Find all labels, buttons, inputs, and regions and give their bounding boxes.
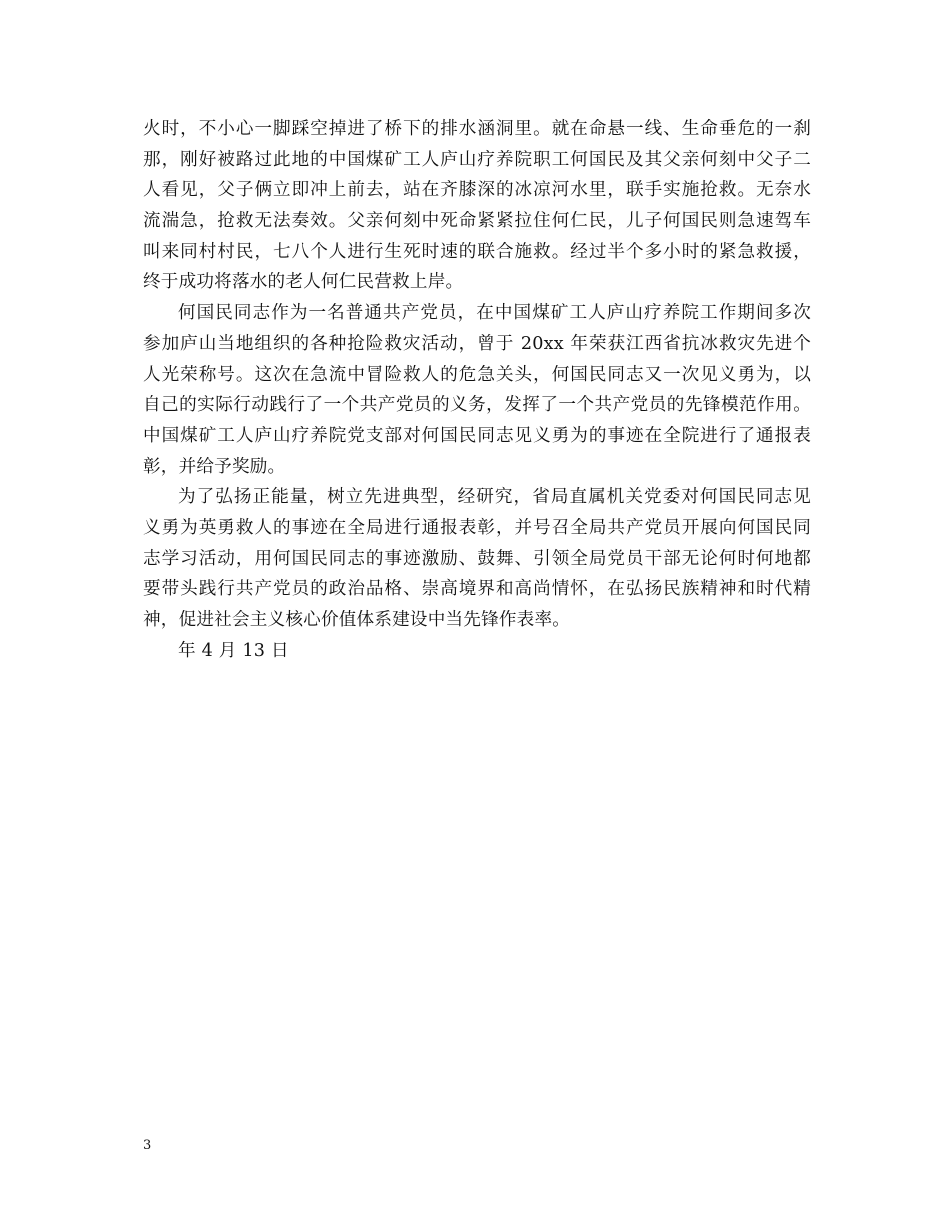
text-line: 为了弘扬正能量，树立先进典型，经研究，省局直属机关党委对何国民同志见 xyxy=(178,487,811,508)
text-line: 何国民同志作为一名普通共产党员，在中国煤矿工人庐山疗养院工作期间多次 xyxy=(178,303,811,324)
document-body xyxy=(143,114,811,666)
text-line: 彰，并给予奖励。 xyxy=(143,456,286,477)
text-line: 终于成功将落水的老人何仁民营救上岸。 xyxy=(143,272,464,293)
text-line: 参加庐山当地组织的各种抢险救灾活动，曾于 20xx 年荣获江西省抗冰救灾先进个 xyxy=(143,333,811,354)
text-line: 义勇为英勇救人的事迹在全局进行通报表彰，并号召全局共产党员开展向何国民同 xyxy=(143,517,811,538)
text-line: 自己的实际行动践行了一个共产党员的义务，发挥了一个共产党员的先锋模范作用。 xyxy=(143,395,811,416)
text-line: 流湍急，抢救无法奏效。父亲何刻中死命紧紧拉住何仁民，儿子何国民则急速驾车 xyxy=(143,211,811,232)
text-line: 中国煤矿工人庐山疗养院党支部对何国民同志见义勇为的事迹在全院进行了通报表 xyxy=(143,425,811,446)
text-line: 神，促进社会主义核心价值体系建设中当先锋作表率。 xyxy=(143,610,571,630)
text-line: 人光荣称号。这次在急流中冒险救人的危急关头，何国民同志又一次见义勇为，以 xyxy=(143,364,811,385)
date-line: 年 4 月 13 日 xyxy=(178,640,289,661)
text-line: 要带头践行共产党员的政治品格、崇高境界和高尚情怀，在弘扬民族精神和时代精 xyxy=(143,579,811,600)
paragraph-rescue-account xyxy=(143,114,811,298)
paragraph-commendation xyxy=(143,482,811,635)
paragraph-background xyxy=(143,298,811,482)
text-line: 那，刚好被路过此地的中国煤矿工人庐山疗养院职工何国民及其父亲何刻中父子二 xyxy=(143,149,811,170)
document-date xyxy=(143,636,811,667)
text-line: 火时，不小心一脚踩空掉进了桥下的排水涵洞里。就在命悬一线、生命垂危的一刹 xyxy=(143,119,811,139)
page-number: 3 xyxy=(143,1138,152,1153)
text-line: 志学习活动，用何国民同志的事迹激励、鼓舞、引领全局党员干部无论何时何地都 xyxy=(143,548,811,569)
text-line: 人看见，父子俩立即冲上前去，站在齐膝深的冰凉河水里，联手实施抢救。无奈水 xyxy=(143,180,811,201)
text-line: 叫来同村村民，七八个人进行生死时速的联合施救。经过半个多小时的紧急救援， xyxy=(143,241,811,262)
